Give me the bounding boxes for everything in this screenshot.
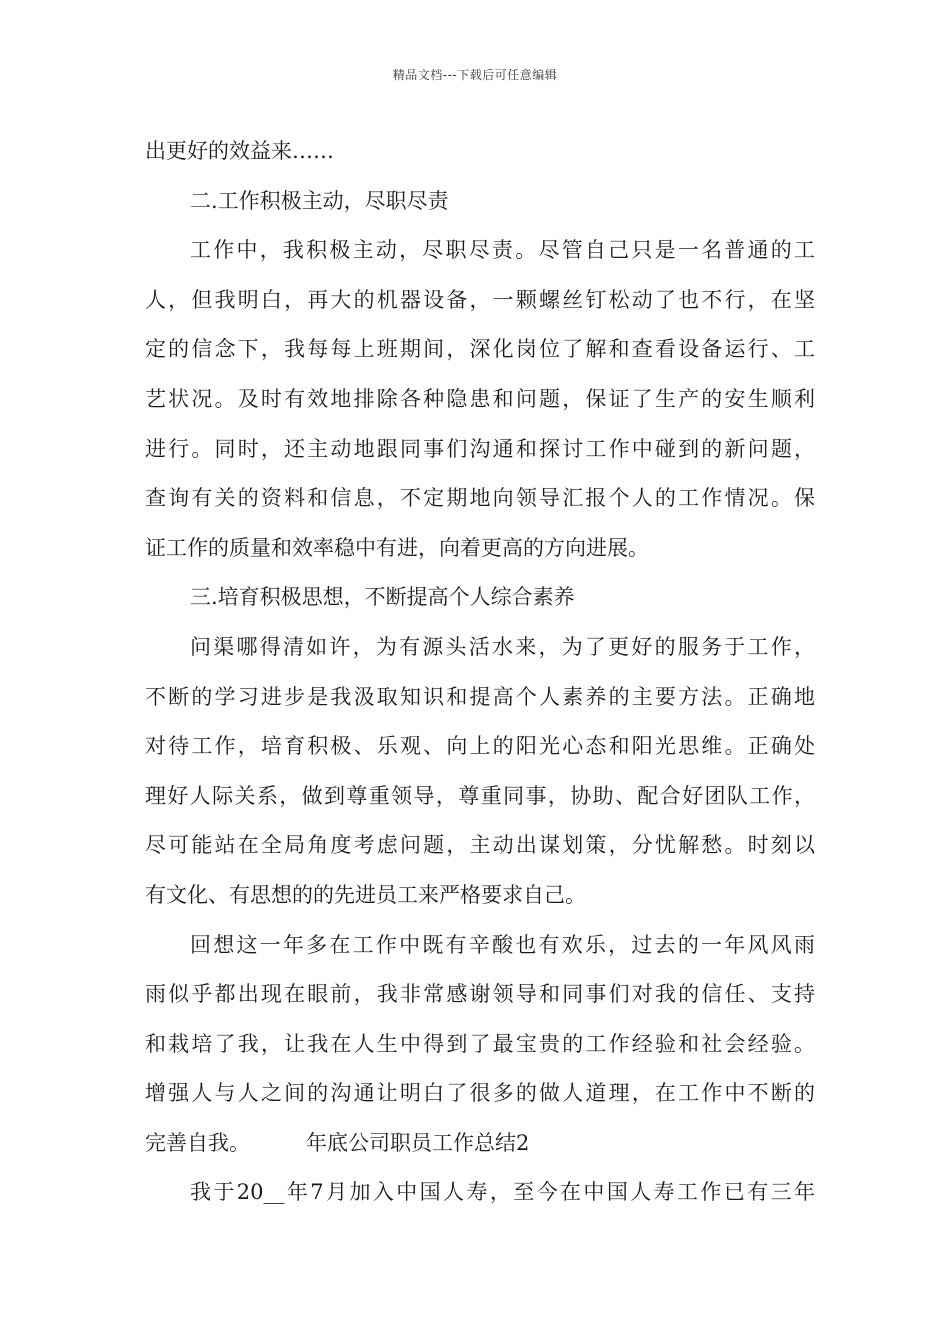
text-line: 雨似乎都出现在眼前，我非常感谢领导和同事们对我的信任、支持 <box>145 982 815 1007</box>
text-line: 二.工作积极主动，尽职尽责 <box>190 188 449 213</box>
text-line: 不断的学习进步是我汲取知识和提高个人素养的主要方法。正确地 <box>145 684 815 709</box>
text-line: 尽可能站在全局角度考虑问题，主动出谋划策，分忧解愁。时刻以 <box>145 833 815 858</box>
text-segment: 完善自我。 <box>145 1130 250 1155</box>
text-line-section-title <box>145 1119 815 1169</box>
text-line: 和栽培了我，让我在人生中得到了最宝贵的工作经验和社会经验。 <box>145 1031 815 1056</box>
text-line: 增强人与人之间的沟通让明白了很多的做人道理，在工作中不断的 <box>145 1081 815 1106</box>
text-line: 进行。同时，还主动地跟同事们沟通和探讨工作中碰到的新问题， <box>145 436 815 461</box>
text-line: 有文化、有思想的的先进员工来严格要求自己。 <box>145 882 586 907</box>
text-line-last: 我于20__年7月加入中国人寿，至今在中国人寿工作已有三年 <box>190 1180 815 1205</box>
text-line: 对待工作，培育积极、乐观、向上的阳光心态和阳光思维。正确处 <box>145 734 815 759</box>
text-line: 艺状况。及时有效地排除各种隐患和问题，保证了生产的安生顺利 <box>145 386 815 411</box>
text-line: 工作中，我积极主动，尽职尽责。尽管自己只是一名普通的工 <box>190 238 815 263</box>
section-title-2: 年底公司职员工作总结2 <box>306 1130 530 1155</box>
page-header: 精品文档---下载后可任意编辑 <box>392 68 558 82</box>
text-line: 定的信念下，我每每上班期间，深化岗位了解和查看设备运行、工 <box>145 337 815 362</box>
text-line: 问渠哪得清如许，为有源头活水来，为了更好的服务于工作， <box>190 634 815 659</box>
text-line: 出更好的效益来…… <box>145 139 334 163</box>
document-body <box>145 127 815 1218</box>
text-line: 理好人际关系，做到尊重领导，尊重同事，协助、配合好团队工作， <box>145 783 815 808</box>
text-line: 回想这一年多在工作中既有辛酸也有欢乐，过去的一年风风雨 <box>190 932 815 957</box>
text-line: 查询有关的资料和信息，不定期地向领导汇报个人的工作情况。保 <box>145 486 815 511</box>
text-line: 人，但我明白，再大的机器设备，一颗螺丝钉松动了也不行，在坚 <box>145 287 815 312</box>
text-line: 证工作的质量和效率稳中有进，向着更高的方向进展。 <box>145 535 649 560</box>
paragraph-lines <box>145 127 815 1119</box>
text-line: 三.培育积极思想，不断提高个人综合素养 <box>190 585 575 610</box>
